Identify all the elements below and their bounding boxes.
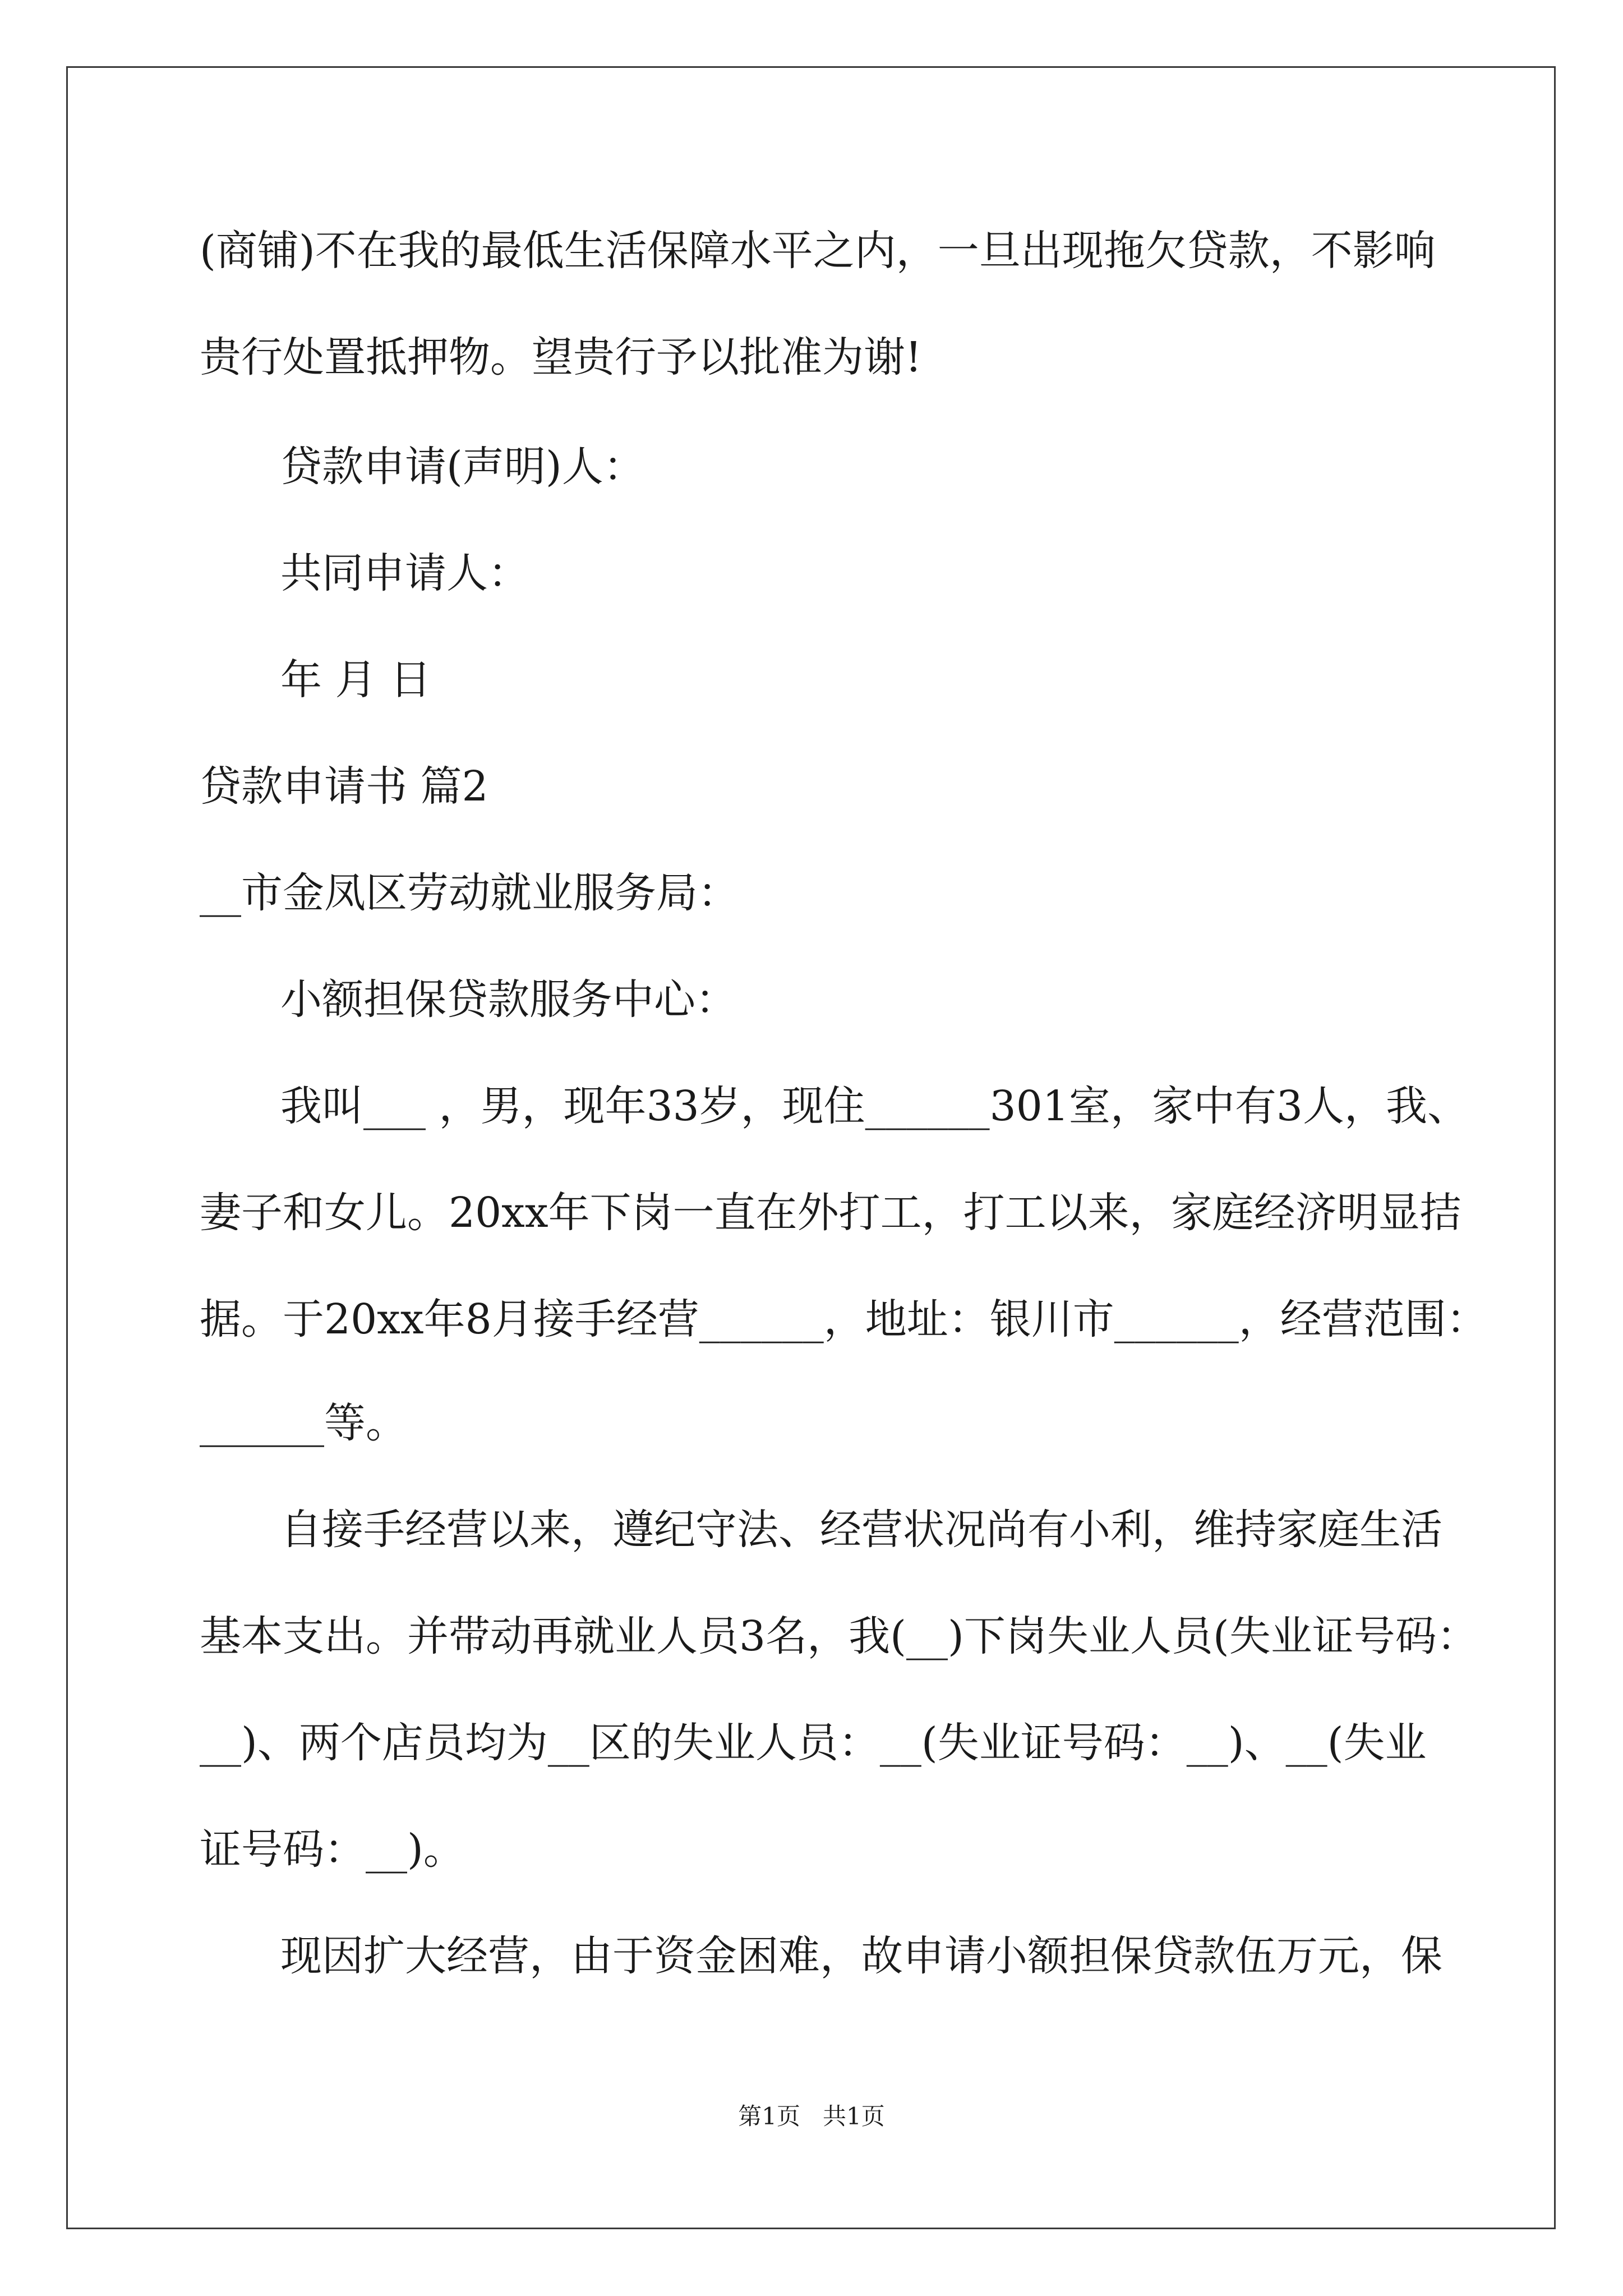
body-text-line: 现因扩大经营，由于资金困难，故申请小额担保贷款伍万元，保 (280, 1932, 1442, 1980)
body-text-line: 自接手经营以来，遵纪守法、经营状况尚有小利，维持家庭生活 (280, 1506, 1442, 1554)
body-text-line: 我叫___ ，男，现年33岁，现住______301室，家中有3人，我、 (280, 1082, 1469, 1130)
page-border (66, 66, 1556, 2229)
date-line: 年 月 日 (280, 656, 432, 704)
body-text-line: 证号码：__)。 (200, 1825, 465, 1874)
body-text-line: (商铺)不在我的最低生活保障水平之内，一旦出现拖欠贷款，不影响 (200, 227, 1436, 275)
signature-applicant-label: 贷款申请(声明)人： (280, 443, 645, 491)
body-text-line: ______等。 (200, 1399, 407, 1447)
co-applicant-label: 共同申请人： (280, 549, 529, 597)
addressee-line: __市金凤区劳动就业服务局： (200, 869, 739, 917)
page-number-footer: 第1页 共1页 (738, 2102, 885, 2130)
addressee-line: 小额担保贷款服务中心： (280, 976, 737, 1024)
body-text-line: 基本支出。并带动再就业人员3名，我(__)下岗失业人员(失业证号码： (200, 1612, 1478, 1660)
body-text-line: 据。于20xx年8月接手经营______，地址：银川市______，经营范围： (200, 1295, 1488, 1343)
section-heading: 贷款申请书 篇2 (200, 762, 488, 811)
body-text-line: 贵行处置抵押物。望贵行予以批准为谢! (200, 333, 922, 381)
body-text-line: __)、两个店员均为__区的失业人员：__(失业证号码：__)、__(失业 (200, 1719, 1427, 1767)
body-text-line: 妻子和女儿。20xx年下岗一直在外打工，打工以来，家庭经济明显拮 (200, 1189, 1461, 1237)
